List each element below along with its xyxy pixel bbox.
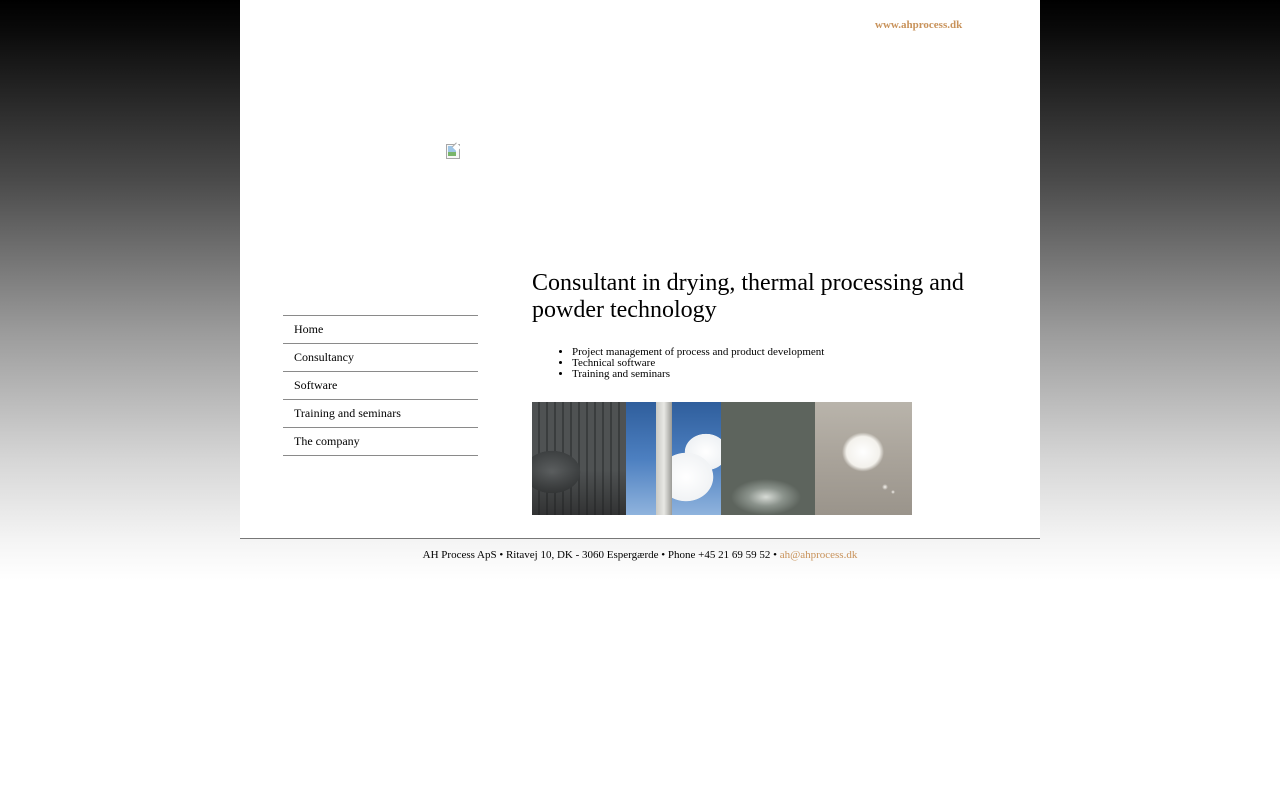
footer-address: AH Process ApS • Ritavej 10, DK - 3060 Espergærde • Phone +45 21 69 59 52 • [422, 549, 777, 561]
sidebar-item-training[interactable]: Training and seminars [283, 400, 478, 428]
photo-strip [532, 402, 912, 515]
footer-email-link[interactable]: ah@ahprocess.dk [779, 549, 858, 561]
sidebar-item-company[interactable]: The company [283, 428, 478, 456]
page-title: Consultant in drying, thermal processing and powder technology [532, 270, 964, 323]
sidebar-item-software[interactable]: Software [283, 372, 478, 400]
steel-vessel-photo [721, 402, 815, 515]
sidebar-item-consultancy[interactable]: Consultancy [283, 344, 478, 372]
site-url-link[interactable]: www.ahprocess.dk [875, 19, 963, 31]
sidebar-item-home[interactable]: Home [283, 316, 478, 344]
footer [240, 538, 1040, 562]
services-list [532, 347, 824, 380]
sidebar-nav [283, 315, 478, 456]
list-item: • Project management of process and product development [572, 347, 824, 358]
white-powder-photo [815, 402, 912, 515]
chimney-sky-photo [626, 402, 721, 515]
broken-image-icon [446, 144, 460, 158]
list-item: • Technical software [572, 358, 824, 369]
dryer-machine-photo [532, 402, 626, 515]
list-item: • Training and seminars [572, 369, 824, 380]
